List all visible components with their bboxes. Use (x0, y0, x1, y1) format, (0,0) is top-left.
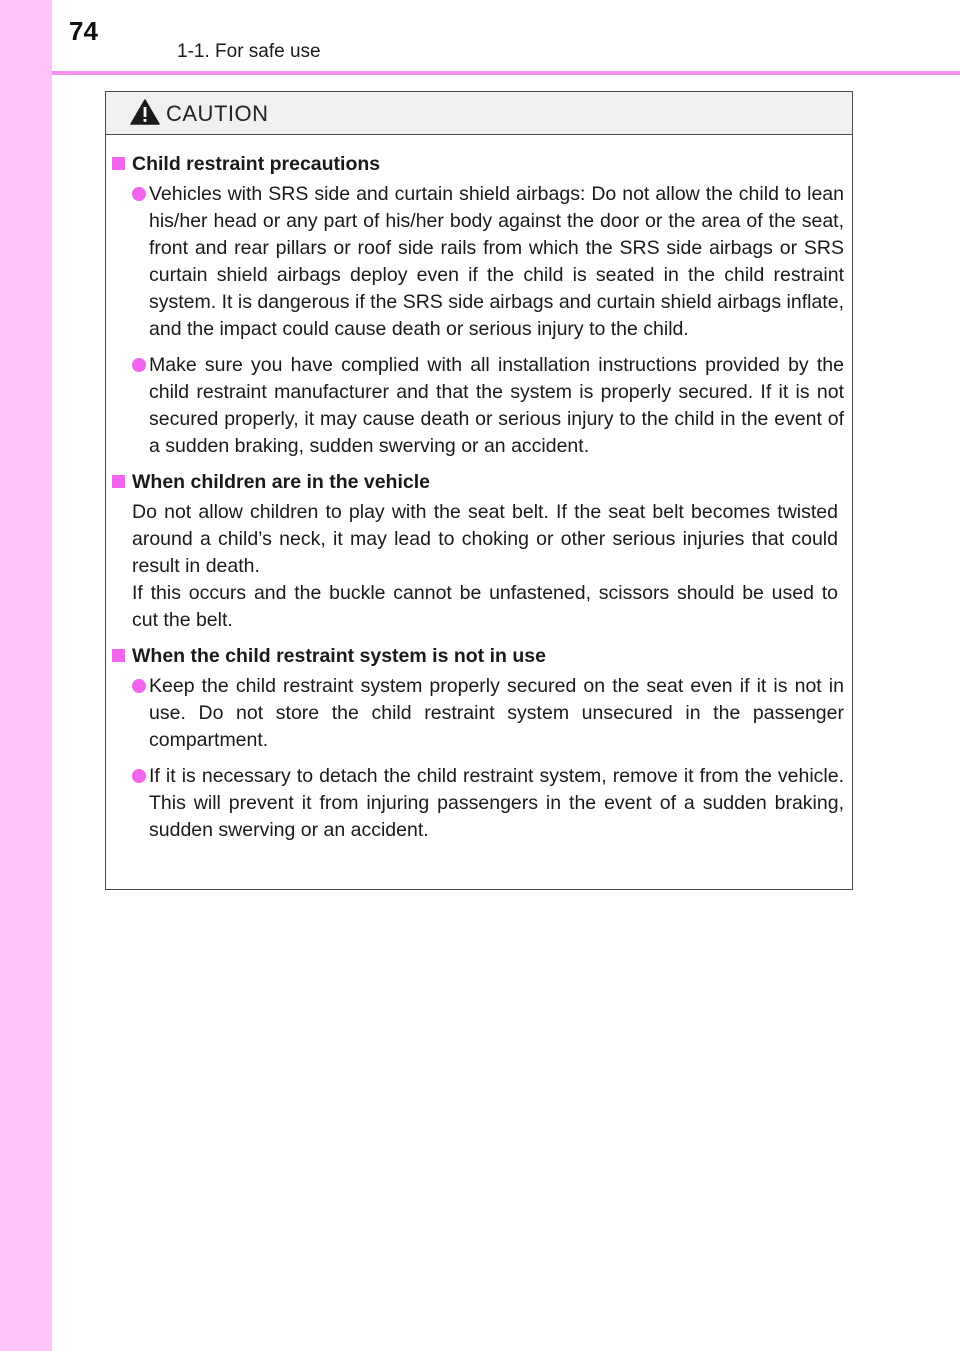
section-child-restraint-precautions (106, 151, 844, 460)
caution-header (106, 92, 852, 135)
section-heading (106, 151, 844, 178)
paragraph: Do not allow children to play with the seat belt. If the seat belt becomes twisted around a child’s neck, it may lead to choking or other serious injuries that could result in death. (132, 501, 838, 577)
caution-box (105, 91, 853, 890)
side-tab-bar (0, 0, 52, 1351)
section-title: 1-1. For safe use (177, 41, 321, 62)
round-bullet-icon (132, 679, 146, 693)
section-heading (106, 469, 844, 496)
section-children-in-vehicle (106, 469, 844, 634)
list-item (106, 763, 844, 844)
paragraph: If this occurs and the buckle cannot be unfastened, scissors should be used to cut the belt. (132, 582, 838, 631)
section-restraint-not-in-use (106, 643, 844, 844)
square-bullet-icon (112, 649, 125, 662)
caution-title: CAUTION (166, 101, 269, 126)
list-item (106, 181, 844, 343)
round-bullet-icon (132, 769, 146, 783)
section-heading-text: Child restraint precautions (132, 153, 381, 175)
round-bullet-icon (132, 187, 146, 201)
square-bullet-icon (112, 475, 125, 488)
section-heading-text: When children are in the vehicle (132, 471, 430, 493)
square-bullet-icon (112, 157, 125, 170)
list-item (106, 352, 844, 460)
section-heading-text: When the child restraint system is not in use (132, 645, 546, 667)
round-bullet-icon (132, 358, 146, 372)
header-divider (52, 71, 960, 75)
caution-content (106, 135, 852, 844)
section-heading (106, 643, 844, 670)
list-item-text: Make sure you have complied with all installation instructions provided by the child restraint manufacturer and that the system is properly secured. If it is not secured properly, it may cause death or serious injury to the child in the event of a sudden braking, sudden swerving or an accident. (149, 354, 844, 457)
list-item-text: Keep the child restraint system properly secured on the seat even if it is not in use. Do not store the child restraint system unsecured in the passenger compartment. (149, 675, 844, 751)
warning-triangle-icon (130, 99, 160, 125)
list-item-text: Vehicles with SRS side and curtain shield airbags: Do not allow the child to lean his/her head or any part of his/her body against the door or the area of the seat, front and rear pillars or roof side rails from which the SRS side airbags or SRS curtain shield airbags deploy even if the child is seated in the child restraint system. It is dangerous if the SRS side airbags and curtain shield airbags inflate, and the impact could cause death or serious injury to the child. (149, 183, 844, 340)
list-item-text: If it is necessary to detach the child restraint system, remove it from the vehicle. This will prevent it from injuring passengers in the event of a sudden braking, sudden swerving or an accident. (149, 765, 844, 841)
page-number: 74 (69, 16, 98, 46)
list-item (106, 673, 844, 754)
